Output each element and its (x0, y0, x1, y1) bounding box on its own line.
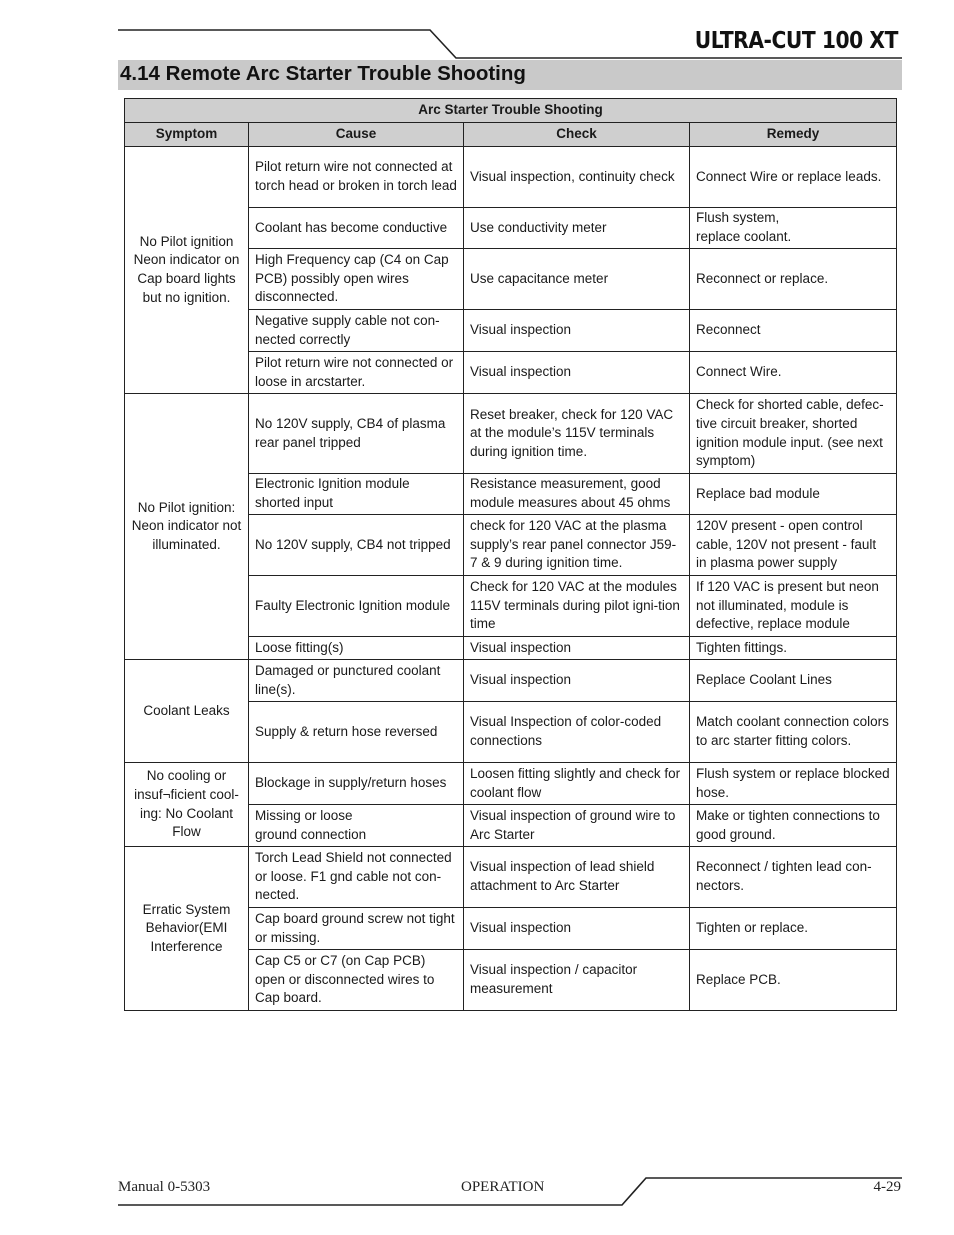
remedy-cell: Connect Wire. (690, 352, 897, 394)
column-header-cause: Cause (249, 123, 464, 147)
check-cell: Visual inspection of lead shield attachment to Arc Starter (464, 847, 690, 908)
remedy-cell: Make or tighten connections to good ground. (690, 805, 897, 847)
remedy-cell: Reconnect (690, 310, 897, 352)
table-title: Arc Starter Trouble Shooting (125, 99, 897, 123)
table-body (125, 147, 897, 1011)
check-cell: Check for 120 VAC at the modules 115V terminals during pilot igni-tion time (464, 576, 690, 637)
check-cell: check for 120 VAC at the plasma supply’s rear panel connector J59-7 & 9 during ignition time. (464, 515, 690, 576)
remedy-cell: Flush system or replace blocked hose. (690, 763, 897, 805)
footer-section-name: OPERATION (461, 1179, 545, 1195)
check-cell: Visual inspection / capacitor measurement (464, 950, 690, 1011)
check-cell: Use capacitance meter (464, 249, 690, 310)
symptom-cell: Erratic System Behavior(EMI Interference (125, 847, 249, 1011)
footer-manual-number: Manual 0-5303 (118, 1179, 211, 1195)
check-cell: Resistance measurement, good module measures about 45 ohms (464, 474, 690, 515)
remedy-cell: 120V present - open control cable, 120V not present - fault in plasma power supply (690, 515, 897, 576)
cause-cell: Pilot return wire not connected at torch head or broken in torch lead (249, 147, 464, 208)
cause-cell: Supply & return hose reversed (249, 702, 464, 763)
cause-cell: Pilot return wire not connected or loose in arcstarter. (249, 352, 464, 394)
remedy-cell: Match coolant connection colors to arc starter fitting colors. (690, 702, 897, 763)
table-row (125, 660, 897, 702)
cause-cell: Torch Lead Shield not connected or loose. F1 gnd cable not con-nected. (249, 847, 464, 908)
check-cell: Use conductivity meter (464, 208, 690, 249)
table-row (125, 847, 897, 908)
check-cell: Visual inspection (464, 310, 690, 352)
remedy-cell: Replace Coolant Lines (690, 660, 897, 702)
remedy-cell: Reconnect or replace. (690, 249, 897, 310)
check-cell: Visual inspection (464, 660, 690, 702)
remedy-cell: Flush system, replace coolant. (690, 208, 897, 249)
remedy-cell: Replace PCB. (690, 950, 897, 1011)
cause-cell: Blockage in supply/return hoses (249, 763, 464, 805)
remedy-cell: Replace bad module (690, 474, 897, 515)
cause-cell: Negative supply cable not con-nected correctly (249, 310, 464, 352)
remedy-cell: Tighten or replace. (690, 908, 897, 950)
remedy-cell: Tighten fittings. (690, 637, 897, 660)
symptom-cell: Coolant Leaks (125, 660, 249, 763)
cause-cell: Coolant has become conductive (249, 208, 464, 249)
remedy-cell: Connect Wire or replace leads. (690, 147, 897, 208)
symptom-cell: No cooling or insuf¬ficient cool-ing: No Coolant Flow (125, 763, 249, 847)
footer-page-number: 4-29 (873, 1179, 901, 1195)
symptom-cell: No Pilot ignition Neon indicator on Cap board lights but no ignition. (125, 147, 249, 394)
cause-cell: No 120V supply, CB4 not tripped (249, 515, 464, 576)
column-header-check: Check (464, 123, 690, 147)
column-header-remedy: Remedy (690, 123, 897, 147)
check-cell: Visual inspection (464, 908, 690, 950)
column-header-symptom: Symptom (125, 123, 249, 147)
cause-cell: High Frequency cap (C4 on Cap PCB) possibly open wires disconnected. (249, 249, 464, 310)
cause-cell: Cap C5 or C7 (on Cap PCB) open or disconnected wires to Cap board. (249, 950, 464, 1011)
check-cell: Visual inspection of ground wire to Arc Starter (464, 805, 690, 847)
cause-cell: Missing or loose ground connection (249, 805, 464, 847)
check-cell: Visual Inspection of color-coded connections (464, 702, 690, 763)
check-cell: Reset breaker, check for 120 VAC at the module’s 115V terminals during ignition time. (464, 394, 690, 474)
cause-cell: Faulty Electronic Ignition module (249, 576, 464, 637)
remedy-cell: Reconnect / tighten lead con-nectors. (690, 847, 897, 908)
cause-cell: Electronic Ignition module shorted input (249, 474, 464, 515)
brand-title: ULTRA-CUT 100 XT (694, 28, 898, 54)
trouble-shooting-table (124, 98, 897, 1011)
remedy-cell: If 120 VAC is present but neon not illuminated, module is defective, replace module (690, 576, 897, 637)
cause-cell: Damaged or punctured coolant line(s). (249, 660, 464, 702)
symptom-cell: No Pilot ignition: Neon indicator not illuminated. (125, 394, 249, 660)
cause-cell: No 120V supply, CB4 of plasma rear panel tripped (249, 394, 464, 474)
table-row (125, 394, 897, 474)
cause-cell: Cap board ground screw not tight or missing. (249, 908, 464, 950)
check-cell: Visual inspection (464, 637, 690, 660)
check-cell: Visual inspection (464, 352, 690, 394)
cause-cell: Loose fitting(s) (249, 637, 464, 660)
table-row (125, 763, 897, 805)
remedy-cell: Check for shorted cable, defec-tive circuit breaker, shorted ignition module input. (see next symptom) (690, 394, 897, 474)
check-cell: Visual inspection, continuity check (464, 147, 690, 208)
check-cell: Loosen fitting slightly and check for coolant flow (464, 763, 690, 805)
section-title: 4.14 Remote Arc Starter Trouble Shooting (120, 62, 526, 85)
table-row (125, 147, 897, 208)
